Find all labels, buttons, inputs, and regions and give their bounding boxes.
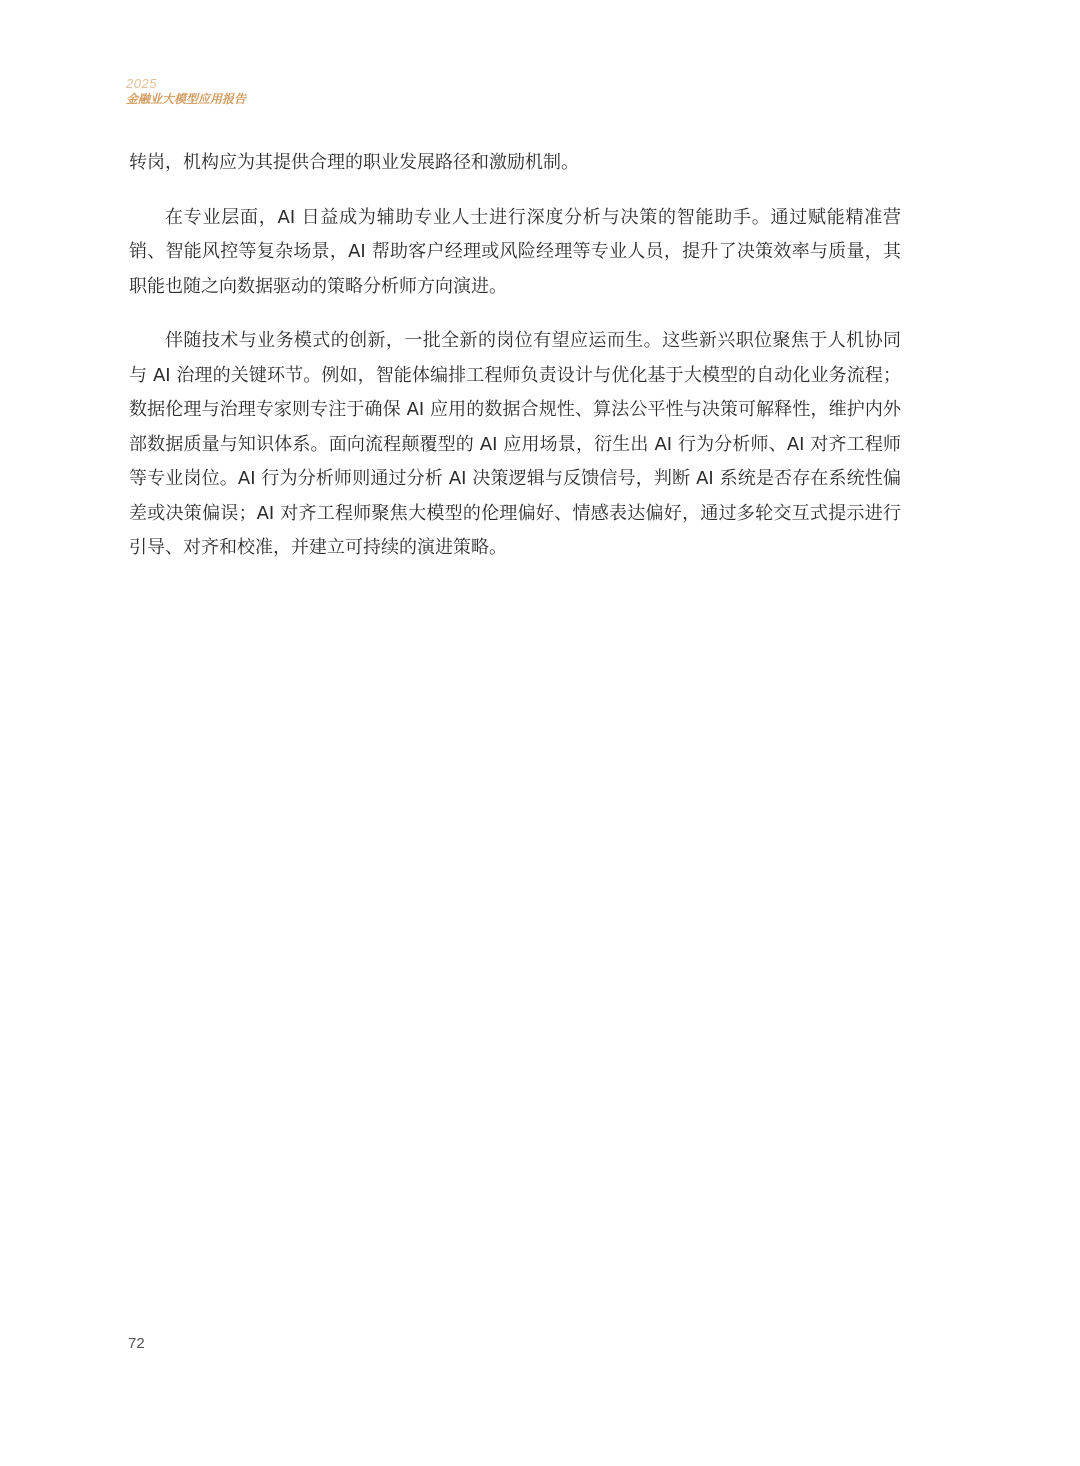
paragraph-continuation: 转岗，机构应为其提供合理的职业发展路径和激励机制。 bbox=[129, 152, 579, 173]
header-year: 2025 bbox=[126, 76, 157, 91]
body-text bbox=[129, 146, 901, 586]
page-number: 72 bbox=[128, 1335, 145, 1352]
header-title: 金融业大模型应用报告 bbox=[126, 92, 247, 106]
paragraph-professional-level: 在专业层面，AI 日益成为辅助专业人士进行深度分析与决策的智能助手。通过赋能精准营销、智能风控等复杂场景，AI 帮助客户经理或风险经理等专业人员，提升了决策效率与质量，其职能也随之向数据驱动的策略分析师方向演进。 bbox=[129, 206, 901, 297]
report-header bbox=[126, 76, 246, 107]
paragraph-new-roles: 伴随技术与业务模式的创新，一批全新的岗位有望应运而生。这些新兴职位聚焦于人机协同与 AI 治理的关键环节。例如，智能体编排工程师负责设计与优化基于大模型的自动化业务流程；数据伦理与治理专家则专注于确保 AI 应用的数据合规性、算法公平性与决策可解释性，维护内外部数据质量与知识体系。面向流程颠覆型的 AI 应用场景，衍生出 AI 行为分析师、AI 对齐工程师等专业岗位。AI 行为分析师则通过分析 AI 决策逻辑与反馈信号，判断 AI 系统是否存在系统性偏差或决策偏误；AI 对齐工程师聚焦大模型的伦理偏好、情感表达偏好，通过多轮交互式提示进行引导、对齐和校准，并建立可持续的演进策略。 bbox=[129, 330, 901, 558]
